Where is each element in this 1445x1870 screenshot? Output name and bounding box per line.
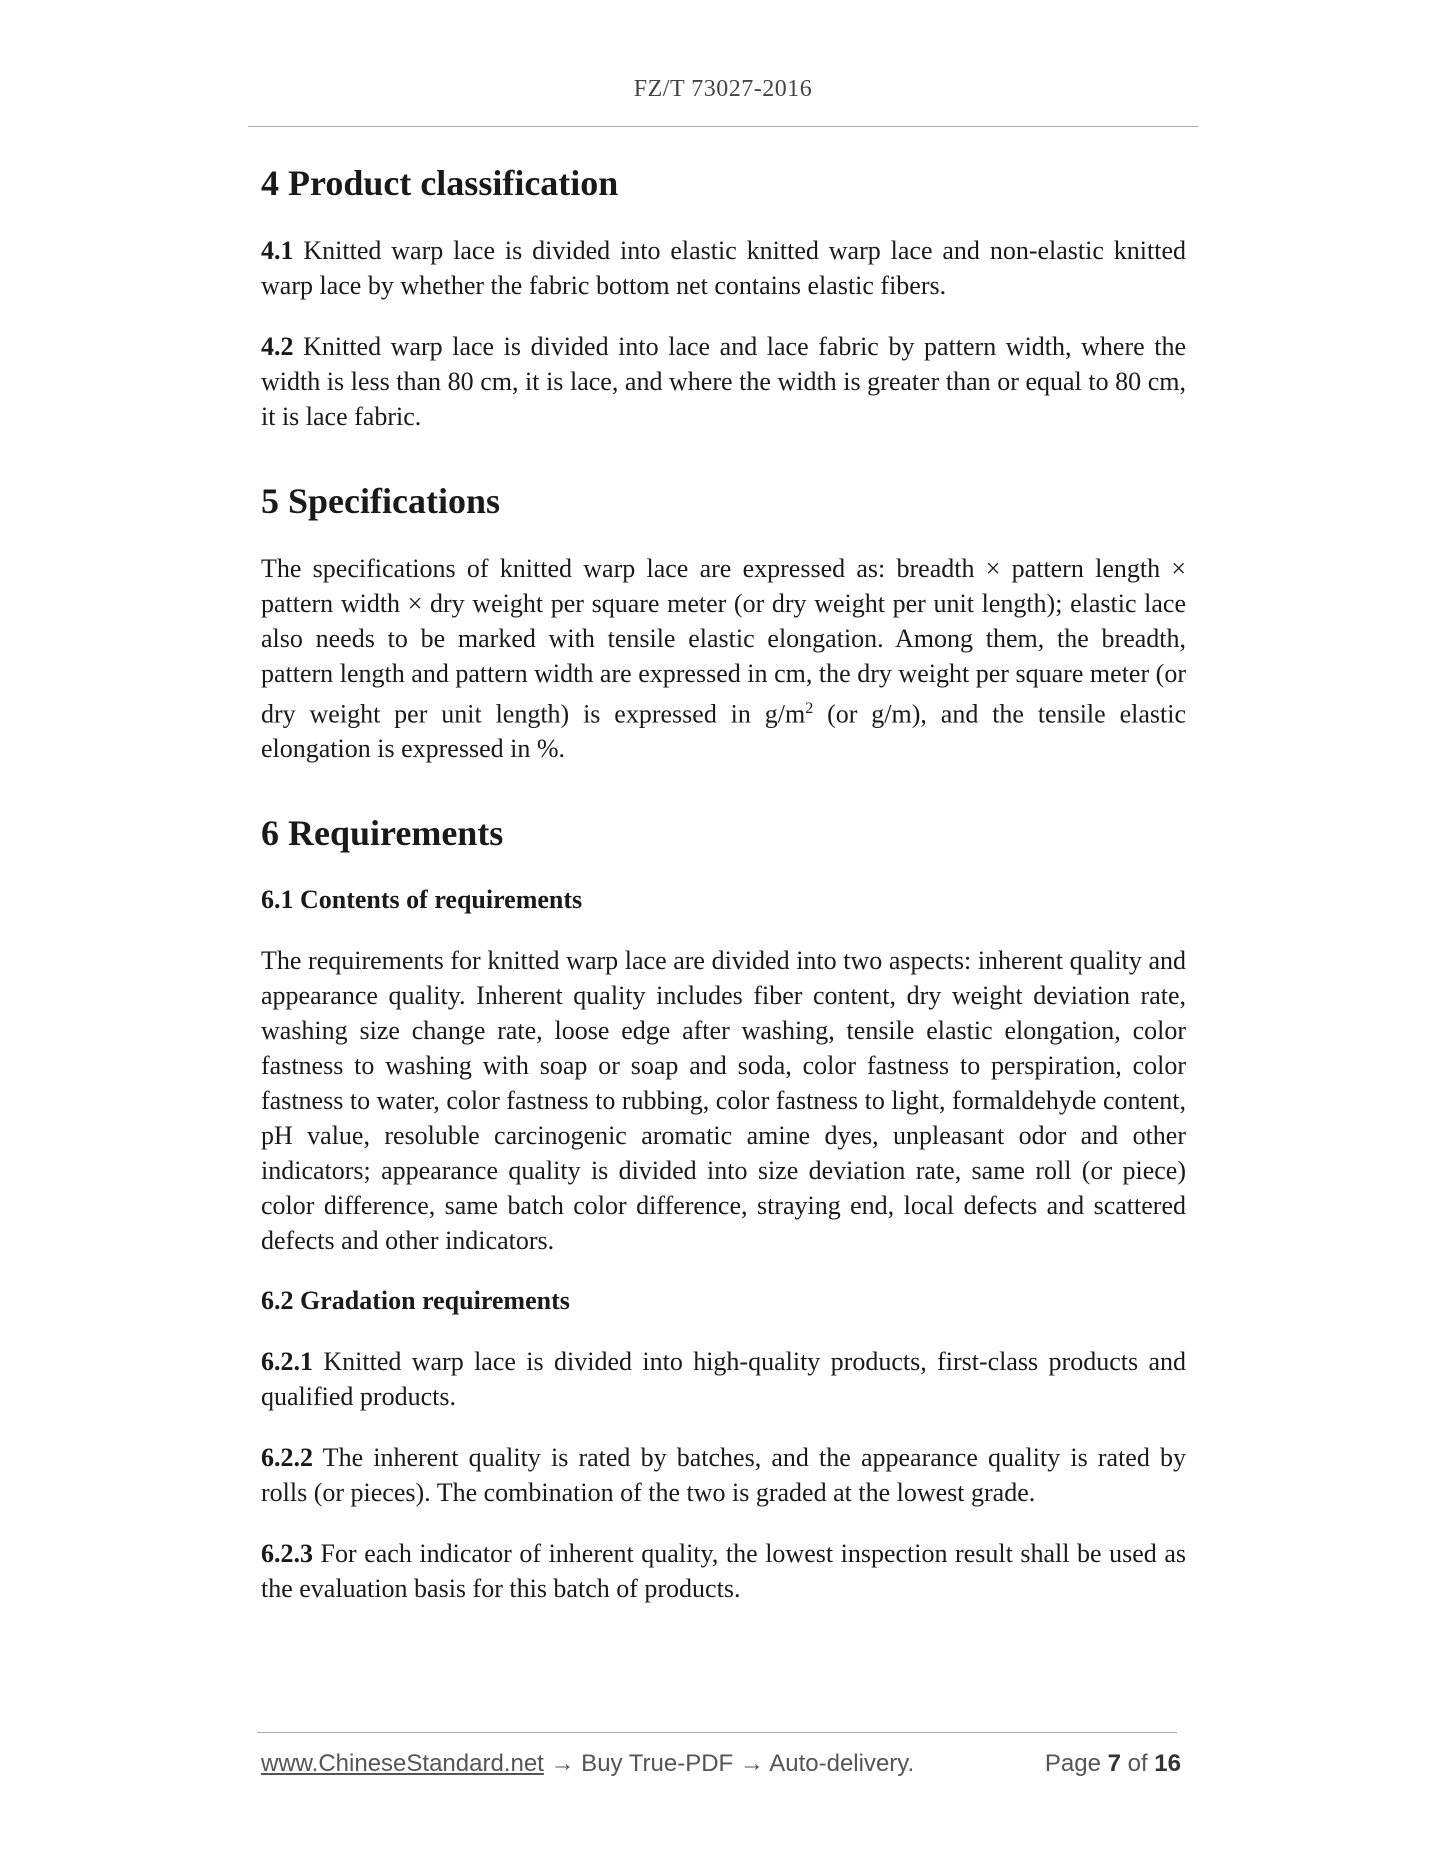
paragraph-6-1: The requirements for knitted warp lace are divided into two aspects: inherent quality and appearance quality. Inherent quality includes fiber content, dry weight deviation rate, washing size change rate, loose edge after washing, tensile elastic elongation, color fastness to washing with soap or soap and soda, color fastness to perspiration, color fastness to water, color fastness to rubbing, color fastness to light, formaldehyde content, pH value, resoluble carcinogenic aromatic amine dyes, unpleasant odor and other indicators; appearance quality is divided into size deviation rate, same roll (or piece) color difference, same batch color difference, straying end, local defects and scattered defects and other indicators.	[261, 945, 1186, 1255]
section-5-heading: 5 Specifications	[261, 480, 500, 521]
superscript: 2	[805, 699, 814, 717]
clause-number: 4.2	[261, 331, 294, 361]
paragraph-6-2-3	[261, 1536, 1186, 1606]
document-code-header: FZ/T 73027-2016	[633, 76, 813, 102]
paragraph-6-2-2	[261, 1440, 1186, 1510]
clause-text: Knitted warp lace is divided into elastic knitted warp lace and non-elastic knitted warp lace by whether the fabric bottom net contains elastic fibers.	[261, 235, 1186, 300]
clause-number: 6.2.3	[261, 1538, 313, 1568]
paragraph-6-2-1	[261, 1344, 1186, 1414]
clause-text: Knitted warp lace is divided into lace and lace fabric by pattern width, where the width is less than 80 cm, it is lace, and where the width is greater than or equal to 80 cm, it is lace fabric.	[261, 331, 1186, 431]
subsection-6-2-heading: 6.2 Gradation requirements	[261, 1285, 570, 1315]
paragraph-4-2	[261, 329, 1186, 434]
clause-text: For each indicator of inherent quality, the lowest inspection result shall be used as the evaluation basis for this batch of products.	[261, 1538, 1186, 1603]
total-pages-number: 16	[1154, 1750, 1181, 1777]
header-divider	[248, 126, 1198, 127]
of-label: of	[1120, 1750, 1155, 1777]
footer-promo	[261, 1750, 914, 1778]
page-indicator	[1045, 1750, 1181, 1778]
spec-text-part-2: (or g/m), and the tensile elastic elongation is expressed in %.	[261, 699, 1186, 764]
clause-number: 4.1	[261, 235, 294, 265]
page-footer	[261, 1750, 1181, 1784]
page-label: Page	[1044, 1750, 1108, 1777]
footer-tagline: → Buy True-PDF → Auto-delivery.	[543, 1750, 915, 1777]
clause-number: 6.2.1	[261, 1346, 313, 1376]
current-page-number: 7	[1107, 1750, 1121, 1777]
page-content	[261, 160, 1186, 1632]
footer-divider	[257, 1732, 1177, 1733]
clause-text: Knitted warp lace is divided into high-quality products, first-class products and qualified products.	[261, 1346, 1186, 1411]
paragraph-5	[261, 551, 1186, 767]
spec-text-part-1: The specifications of knitted warp lace are expressed as: breadth × pattern length × pattern width × dry weight per square meter (or dry weight per unit length); elastic lace also needs to be marked with tensile elastic elongation. Among them, the breadth, pattern length and pattern width are expressed in cm, the dry weight per square meter (or dry weight per unit length) is expressed in g/m	[261, 553, 1186, 729]
section-6-heading: 6 Requirements	[261, 813, 504, 854]
website-link[interactable]: www.ChineseStandard.net	[261, 1750, 544, 1777]
paragraph-4-1	[261, 233, 1186, 303]
clause-text: The inherent quality is rated by batches, and the appearance quality is rated by rolls (or pieces). The combination of the two is graded at the lowest grade.	[261, 1442, 1186, 1507]
clause-number: 6.2.2	[261, 1442, 313, 1472]
subsection-6-1-heading: 6.1 Contents of requirements	[261, 885, 583, 915]
section-4-heading: 4 Product classification	[261, 163, 619, 203]
